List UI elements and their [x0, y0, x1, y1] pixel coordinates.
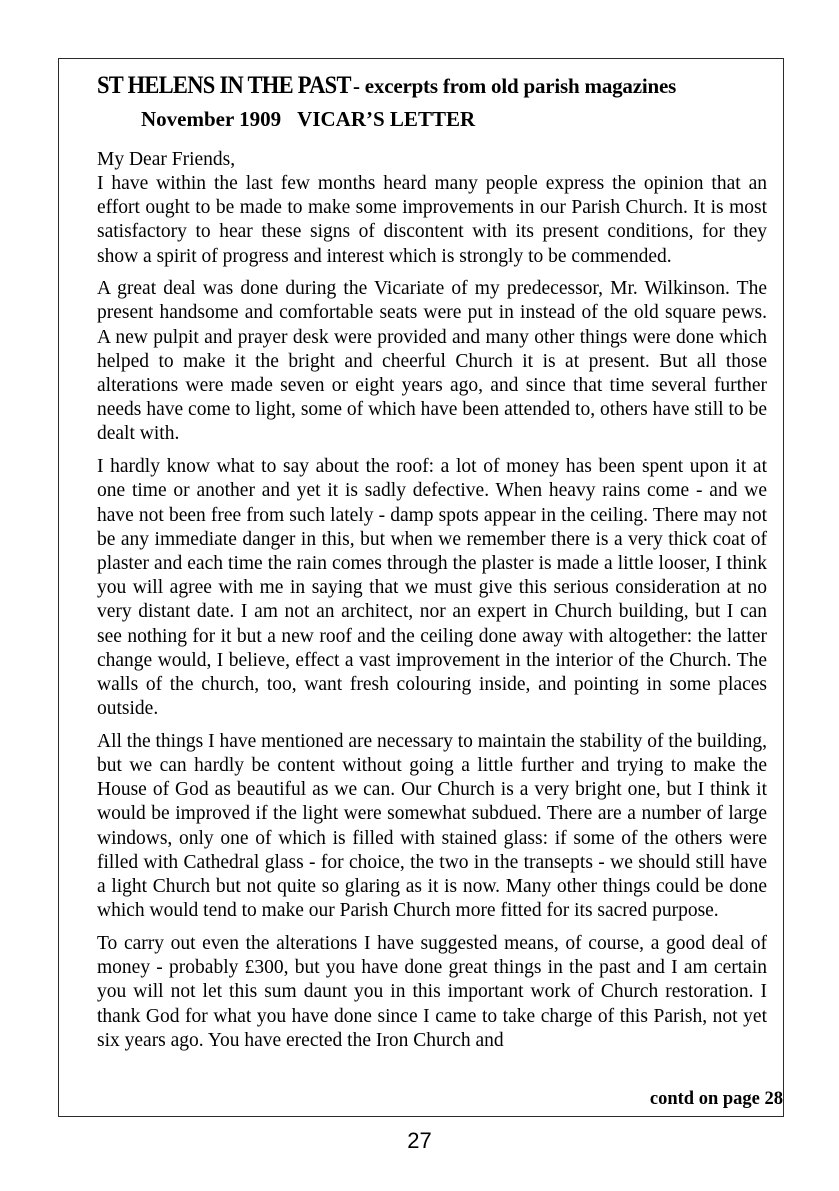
issue-date: November 1909: [141, 106, 282, 131]
letter-paragraph: All the things I have mentioned are necessary to maintain the stability of the building, but we can hardly be content without going a little further and trying to make the House of God as beautiful as we can. Our Church is a very bright one, but I think it would be improved if the light were somewhat subdued. There are a number of large windows, only one of which is filled with stained glass: if some of the others were filled with Cathedral glass - for choice, the two in the transepts - we should still have a light Church but not quite so glaring as it is now. Many other things could be done which would tend to make our Parish Church more fitted for its sacred purpose.: [97, 730, 767, 922]
letter-body: [97, 148, 767, 1053]
bordered-page-frame: [58, 58, 784, 1117]
letter-paragraph: I have within the last few months heard many people express the opinion that an effort ought to be made to make some improvements in our Parish Church. It is most satisfactory to hear these signs of discontent with its present conditions, for they show a spirit of progress and interest which is strongly to be commended.: [97, 172, 767, 267]
letter-paragraph: I hardly know what to say about the roof: a lot of money has been spent upon it at one time or another and yet it is sadly defective. When heavy rains come - and we have not been free from such lately - damp spots appear in the ceiling. There may not be any immediate danger in this, but when we remember there is a very thick coat of plaster and each time the rain comes through the plaster is made a little looser, I think you will agree with me in saying that we must give this serious consideration at no very distant date. I am not an architect, nor an expert in Church building, but I can see nothing for it but a new roof and the ceiling done away with altogether: the latter change would, I believe, effect a vast improvement in the interior of the Church. The walls of the church, too, want fresh colouring inside, and pointing in some places outside.: [97, 456, 767, 720]
section-title: VICAR’S LETTER: [297, 106, 476, 131]
masthead: [97, 71, 767, 101]
page-content-area: [97, 71, 767, 1101]
article-subheading: [141, 107, 767, 132]
letter-paragraph: To carry out even the alterations I have suggested means, of course, a good deal of money - probably £300, but you have done great things in the past and I am certain you will not let this sum daunt you in this important work of Church restoration. I thank God for what you have done since I came to take charge of this Parish, not yet six years ago. You have erected the Iron Church and: [97, 932, 767, 1051]
page-number: 27: [407, 1128, 432, 1153]
salutation: My Dear Friends,: [97, 148, 236, 170]
letter-paragraph: A great deal was done during the Vicariate of my predecessor, Mr. Wilkinson. The present handsome and comfortable seats were put in instead of the old square pews. A new pulpit and prayer desk were provided and many other things were done which helped to make it the bright and cheerful Church it is at present. But all those alterations were made seven or eight years ago, and since that time several further needs have come to light, some of which have been attended to, others have still to be dealt with.: [97, 278, 767, 445]
publication-subtitle: - excerpts from old parish magazines: [352, 74, 677, 98]
continuation-note: contd on page 28: [649, 1089, 783, 1109]
publication-title: ST HELENS IN THE PAST: [97, 72, 351, 99]
